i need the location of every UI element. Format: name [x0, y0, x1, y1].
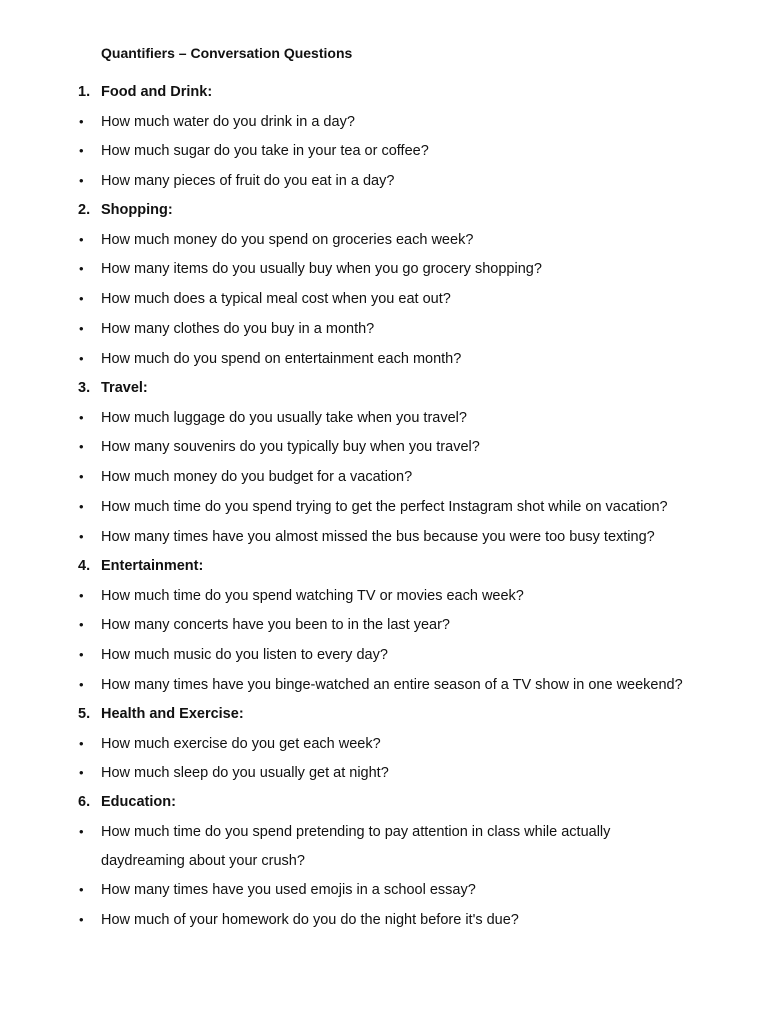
list-item — [0, 496, 768, 518]
section-title: Food and Drink: — [101, 84, 213, 100]
question-text: How many times have you used emojis in a school essay? — [101, 882, 476, 898]
bullet-icon: • — [79, 824, 84, 839]
question-text: How much exercise do you get each week? — [101, 736, 381, 752]
question-text: How much do you spend on entertainment each month? — [101, 351, 462, 367]
list-item — [0, 909, 768, 931]
section-number: 6. — [78, 794, 91, 810]
bullet-icon: • — [79, 439, 84, 454]
bullet-icon: • — [79, 321, 84, 336]
section-title: Education: — [101, 794, 176, 810]
bullet-icon: • — [79, 736, 84, 751]
list-item — [0, 644, 768, 666]
bullet-icon: • — [79, 232, 84, 247]
list-item — [0, 762, 768, 784]
section-title: Entertainment: — [101, 558, 204, 574]
list-item — [0, 288, 768, 310]
section-title: Travel: — [101, 380, 148, 396]
question-text: How much sugar do you take in your tea or coffee? — [101, 143, 429, 159]
section-number: 5. — [78, 706, 91, 722]
section-heading-education — [0, 791, 768, 813]
section-heading-health-and-exercise — [0, 703, 768, 725]
list-item — [0, 585, 768, 607]
bullet-icon: • — [79, 499, 84, 514]
bullet-icon: • — [79, 677, 84, 692]
list-item — [0, 407, 768, 429]
question-text: How many concerts have you been to in the last year? — [101, 617, 450, 633]
question-text: How many souvenirs do you typically buy when you travel? — [101, 439, 480, 455]
bullet-icon: • — [79, 410, 84, 425]
list-item — [0, 674, 768, 696]
section-heading-travel — [0, 377, 768, 399]
section-title: Shopping: — [101, 202, 173, 218]
question-text: How much time do you spend pretending to pay attention in class while actually — [101, 824, 611, 840]
list-item — [0, 733, 768, 755]
bullet-icon: • — [79, 173, 84, 188]
list-item — [0, 229, 768, 251]
bullet-icon: • — [79, 143, 84, 158]
bullet-icon: • — [79, 912, 84, 927]
question-text: How much of your homework do you do the night before it's due? — [101, 912, 519, 928]
list-item — [0, 318, 768, 340]
question-text: How much does a typical meal cost when you eat out? — [101, 291, 451, 307]
section-number: 4. — [78, 558, 91, 574]
list-item — [0, 170, 768, 192]
bullet-icon: • — [79, 114, 84, 129]
bullet-icon: • — [79, 588, 84, 603]
section-heading-entertainment — [0, 555, 768, 577]
question-text: How much money do you budget for a vacation? — [101, 469, 413, 485]
list-item — [0, 436, 768, 458]
bullet-icon: • — [79, 617, 84, 632]
bullet-icon: • — [79, 647, 84, 662]
question-text: How many items do you usually buy when you go grocery shopping? — [101, 261, 542, 277]
bullet-icon: • — [79, 469, 84, 484]
page-title: Quantifiers – Conversation Questions — [101, 45, 353, 61]
section-number: 2. — [78, 202, 91, 218]
list-item — [0, 821, 768, 843]
question-text: How much luggage do you usually take when you travel? — [101, 410, 467, 426]
section-number: 3. — [78, 380, 91, 396]
question-text: How much time do you spend watching TV or movies each week? — [101, 588, 524, 604]
question-text: How much water do you drink in a day? — [101, 114, 355, 130]
question-text: How many pieces of fruit do you eat in a day? — [101, 173, 395, 189]
list-item — [0, 466, 768, 488]
bullet-icon: • — [79, 261, 84, 276]
bullet-icon: • — [79, 291, 84, 306]
bullet-icon: • — [79, 882, 84, 897]
question-text: How many times have you almost missed the bus because you were too busy texting? — [101, 529, 655, 545]
list-item — [0, 526, 768, 548]
question-text: daydreaming about your crush? — [101, 853, 305, 869]
bullet-icon: • — [79, 529, 84, 544]
question-text: How much money do you spend on groceries each week? — [101, 232, 474, 248]
list-item — [0, 258, 768, 280]
section-heading-food-and-drink — [0, 81, 768, 103]
list-item — [0, 348, 768, 370]
bullet-icon: • — [79, 351, 84, 366]
question-text: How much sleep do you usually get at night? — [101, 765, 389, 781]
list-item — [0, 614, 768, 636]
section-number: 1. — [78, 84, 91, 100]
section-heading-shopping — [0, 199, 768, 221]
question-text: How many times have you binge-watched an entire season of a TV show in one weekend? — [101, 677, 683, 693]
list-item — [0, 140, 768, 162]
question-text: How much time do you spend trying to get the perfect Instagram shot while on vacation? — [101, 499, 668, 515]
question-text: How many clothes do you buy in a month? — [101, 321, 375, 337]
list-item — [0, 111, 768, 133]
list-item-continuation — [0, 850, 768, 872]
bullet-icon: • — [79, 765, 84, 780]
section-title: Health and Exercise: — [101, 706, 244, 722]
list-item — [0, 879, 768, 901]
question-text: How much music do you listen to every day? — [101, 647, 388, 663]
